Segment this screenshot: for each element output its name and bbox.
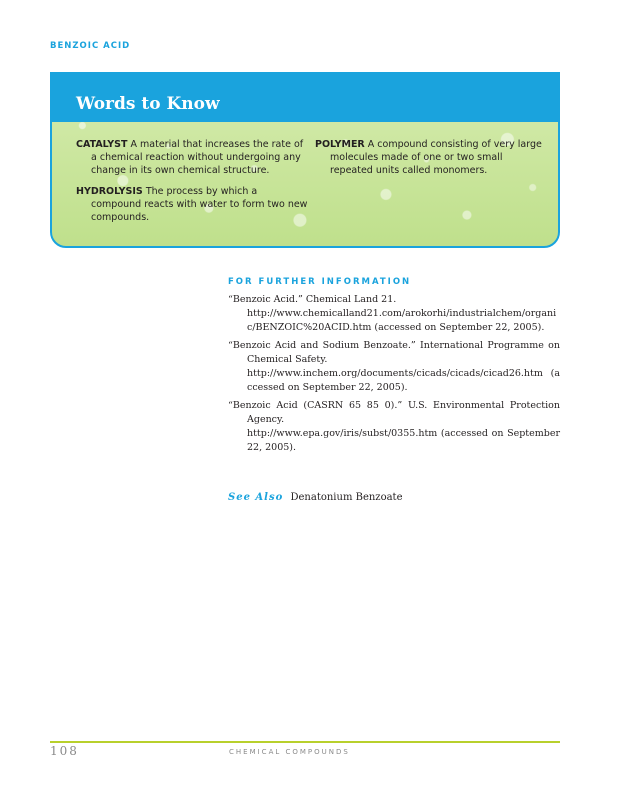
see-also-link[interactable]: Denatonium Benzoate (290, 492, 403, 503)
reference-entry (228, 339, 560, 395)
term-word: CATALYST (76, 139, 128, 150)
reference-url[interactable]: http://www.chemicalland21.com/arokorhi/industrialchem/organic/BENZOIC%20ACID.htm (accessed on September 22, 2005). (247, 308, 557, 333)
reference-url[interactable]: http://www.inchem.org/documents/cicads/cicads/cicad26.htm (accessed on September 22, 2005). (247, 368, 560, 393)
words-to-know-title: Words to Know (76, 94, 220, 114)
page-number: 108 (50, 744, 79, 758)
footer-rule (50, 741, 560, 743)
reference-title: “Benzoic Acid.” Chemical Land 21. (228, 294, 397, 305)
reference-title: “Benzoic Acid and Sodium Benzoate.” International Programme on Chemical Safety. (228, 340, 560, 365)
reference-url[interactable]: http://www.epa.gov/iris/subst/0355.htm (accessed on September 22, 2005). (247, 428, 560, 453)
reference-title: “Benzoic Acid (CASRN 65 85 0).” U.S. Environmental Protection Agency. (228, 400, 560, 425)
glossary-term (315, 138, 545, 177)
glossary-column-right (315, 138, 545, 185)
glossary-column-left (76, 138, 308, 232)
glossary-term (76, 185, 308, 224)
term-word: HYDROLYSIS (76, 186, 143, 197)
words-to-know-header (52, 74, 558, 122)
reference-entry (228, 293, 560, 335)
see-also (228, 492, 403, 503)
term-definition: A compound consisting of very large molecules made of one or two small repeated units called monomers. (330, 139, 542, 176)
glossary-term (76, 138, 308, 177)
term-word: POLYMER (315, 139, 365, 150)
words-to-know-body (52, 122, 558, 246)
further-information-section (228, 277, 560, 459)
words-to-know-box (50, 72, 560, 248)
see-also-label: See Also (228, 492, 284, 503)
reference-entry (228, 399, 560, 455)
running-head: BENZOIC ACID (50, 41, 131, 51)
further-information-heading: FOR FURTHER INFORMATION (228, 277, 412, 287)
term-definition: A material that increases the rate of a chemical reaction without undergoing any change in its own chemical structure. (91, 139, 304, 176)
term-definition: The process by which a compound reacts with water to form two new compounds. (91, 186, 308, 223)
book-title: CHEMICAL COMPOUNDS (229, 748, 350, 756)
